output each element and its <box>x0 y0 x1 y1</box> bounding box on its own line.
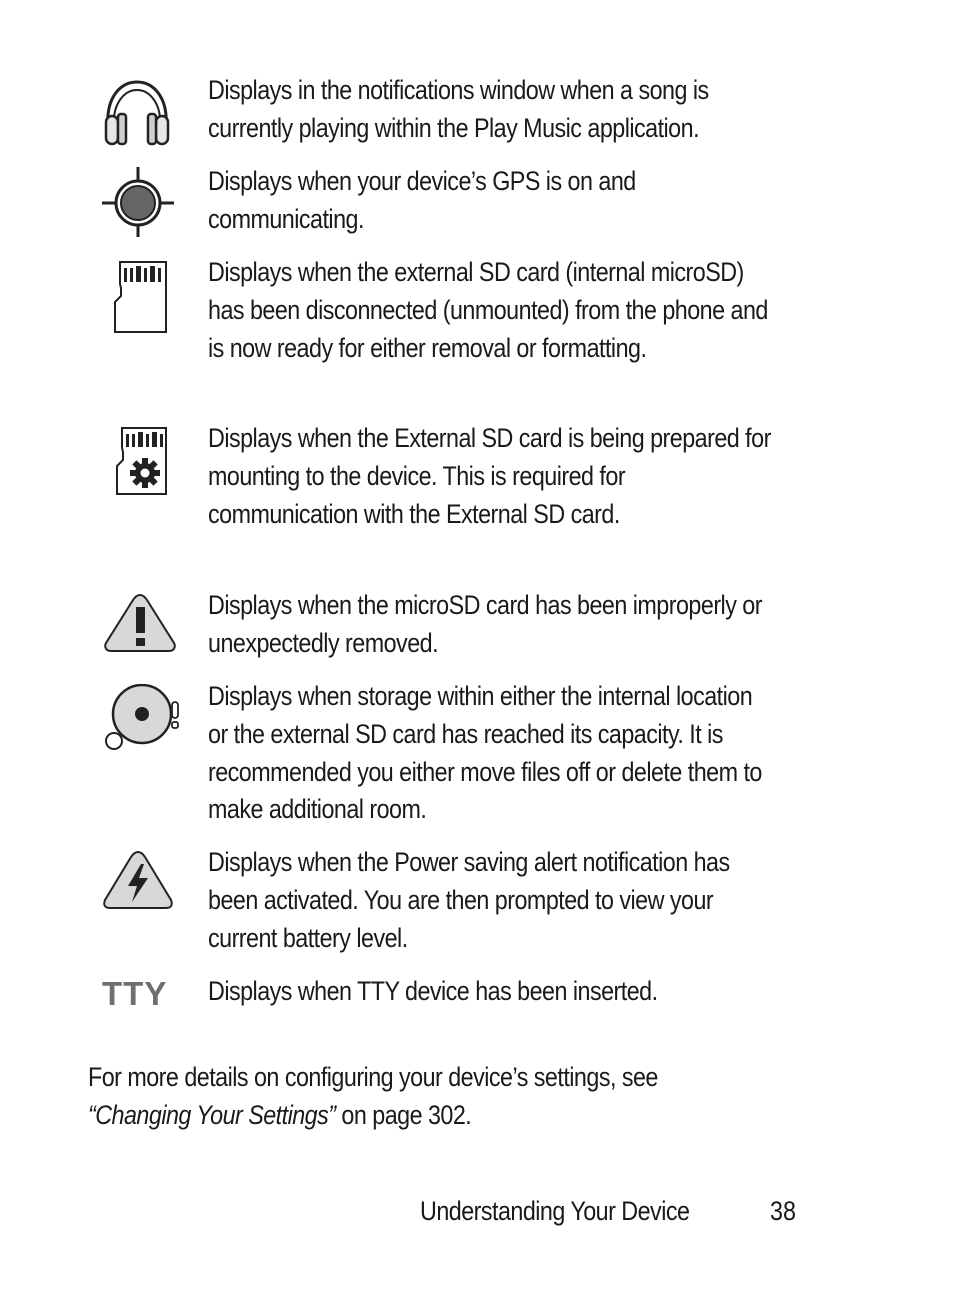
storage-full-icon <box>100 684 180 754</box>
changing-settings-link[interactable]: “Changing Your Settings” <box>88 1099 336 1130</box>
sd-card-unmounted-icon <box>100 258 180 334</box>
section-title: Understanding Your Device <box>420 1196 690 1226</box>
sd-card-preparing-icon <box>100 426 180 498</box>
tty-icon: TTY <box>102 975 168 1012</box>
icon-description: Displays in the notifications window when a song is currently playing within the Play Music application. <box>208 75 709 143</box>
gps-icon <box>100 165 180 239</box>
icon-description: Displays when the Power saving alert notification has been activated. You are then prompted to view your current battery level. <box>208 847 730 953</box>
icon-description: Displays when the external SD card (internal microSD) has been disconnected (unmounted) from the phone and is now ready for either removal or formatting. <box>208 257 768 363</box>
note-text: For more details on configuring your device’s settings, see <box>88 1062 658 1092</box>
note-text: on page 302. <box>335 1099 472 1130</box>
headphones-icon <box>100 78 180 146</box>
icon-description: Displays when the microSD card has been improperly or unexpectedly removed. <box>208 590 762 658</box>
icon-description: Displays when storage within either the internal location or the external SD card has reached its capacity. It is recommended you either move files off or delete them to make additional room. <box>208 681 762 825</box>
power-saving-alert-icon <box>100 850 180 912</box>
icon-description: Displays when your device’s GPS is on and communicating. <box>208 166 636 234</box>
icon-description: Displays when the External SD card is being prepared for mounting to the device. This is required for communication with the External SD card. <box>208 423 771 529</box>
page-number: 38 <box>770 1196 796 1226</box>
sd-card-removed-warning-icon <box>100 591 180 653</box>
settings-note <box>88 1059 827 1135</box>
icon-description: Displays when TTY device has been inserted. <box>208 976 658 1006</box>
